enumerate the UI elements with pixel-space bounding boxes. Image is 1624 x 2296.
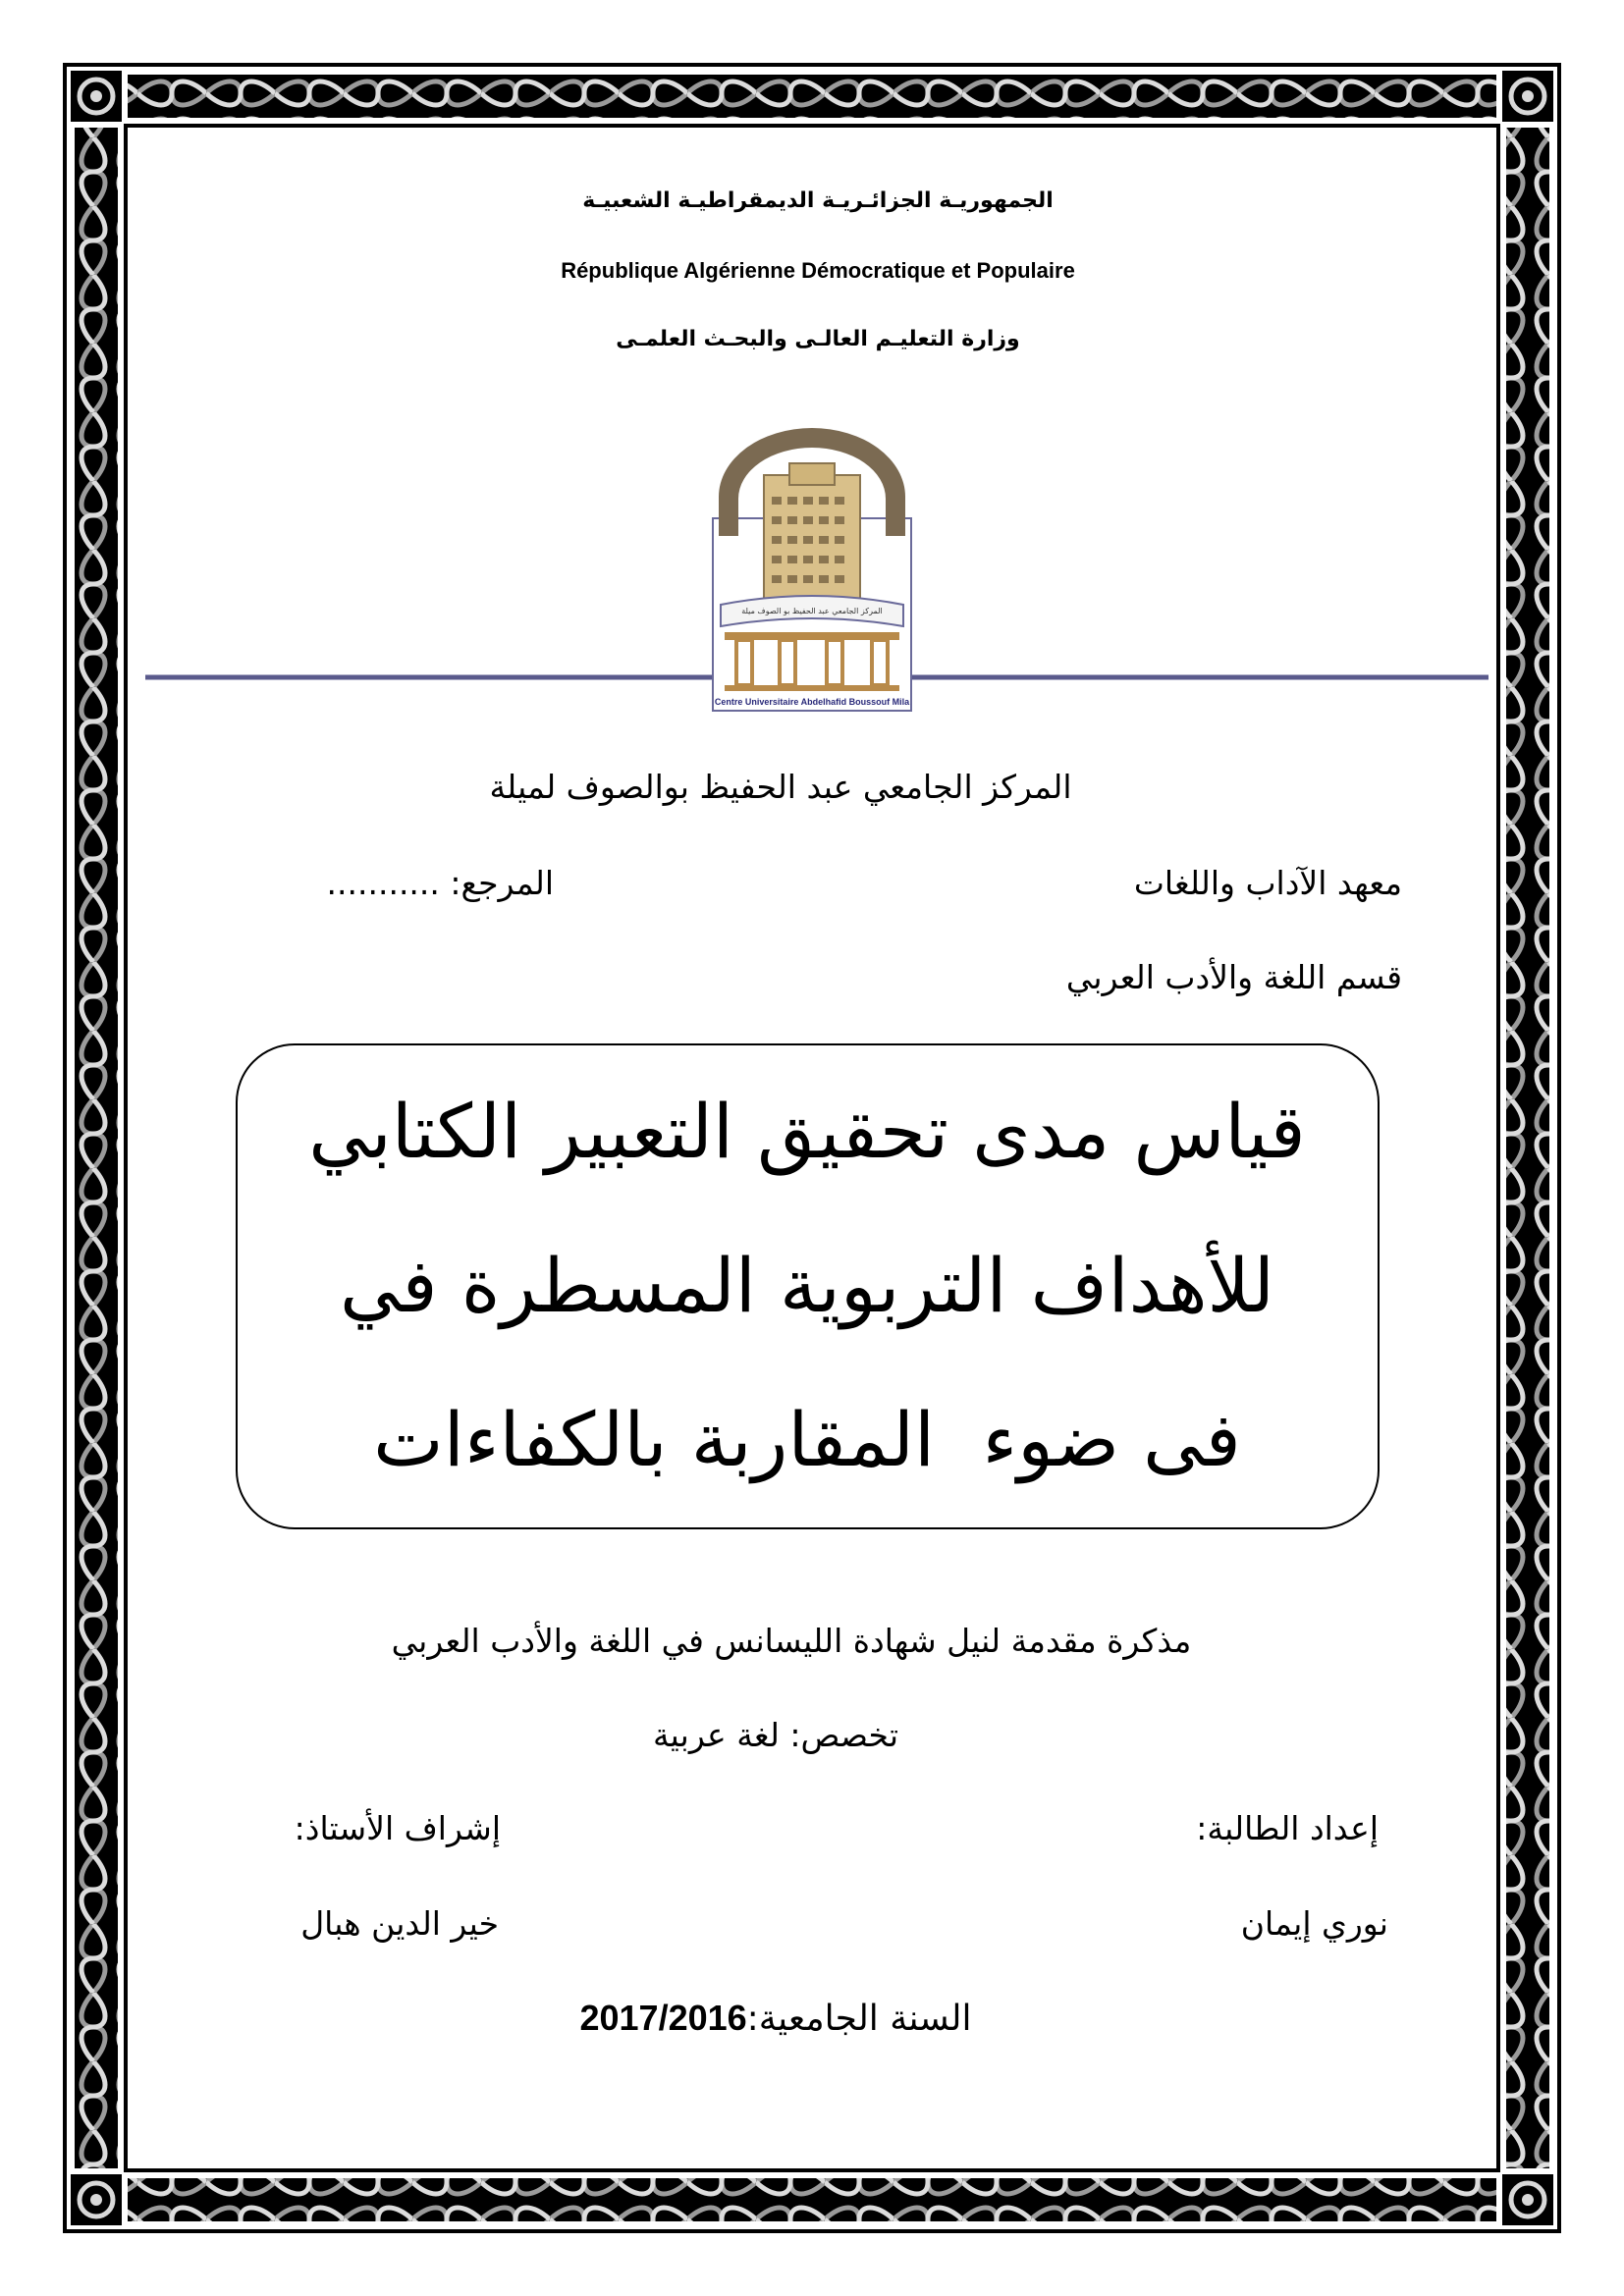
university-center-name: المركز الجامعي عبد الحفيظ بوالصوف لميلة xyxy=(489,768,1072,806)
republic-arabic: الجمهوريـة الجزائـريـة الديمقراطيـة الشعبيـة xyxy=(582,188,1054,213)
department-name: قسم اللغة والأدب العربي xyxy=(1065,958,1402,996)
academic-year xyxy=(579,1998,971,2039)
reference-value: ........... xyxy=(326,864,440,902)
thesis-title-line-1: قياس مدى تحقيق التعبير الكتابي xyxy=(308,1088,1306,1175)
thesis-purpose: مذكرة مقدمة لنيل شهادة الليسانس في اللغة والأدب العربي xyxy=(391,1622,1192,1660)
supervisor-label: إشراف الأستاذ: xyxy=(294,1809,501,1847)
thesis-title-line-2: للأهداف التربوية المسطرة في xyxy=(339,1242,1275,1329)
republic-french: République Algérienne Démocratique et Populaire xyxy=(561,258,1075,283)
institute-name: معهد الآداب واللغات xyxy=(1133,864,1402,902)
corner-ornament-icon xyxy=(71,71,122,122)
supervisor-name: خير الدين هبال xyxy=(300,1904,499,1943)
academic-year-label: السنة الجامعية: xyxy=(746,1999,972,2039)
specialty: تخصص: لغة عربية xyxy=(652,1716,899,1754)
logo-caption: Centre Universitaire Abdelhafid Boussouf Mila xyxy=(714,697,910,707)
thesis-title-line-3: فى ضوء المقاربة بالكفاءات xyxy=(373,1396,1241,1483)
reference-field xyxy=(327,864,554,902)
logo-inscription: المركز الجامعي عبد الحفيظ بو الصوف ميلة xyxy=(741,607,883,615)
university-logo xyxy=(705,428,919,717)
ministry-name: وزارة التعليـم العالـى والبحـث العلمـى xyxy=(616,327,1020,351)
student-name: نوري إيمان xyxy=(1240,1904,1388,1943)
academic-year-value: 2017/2016 xyxy=(579,1998,747,2038)
student-label: إعداد الطالبة: xyxy=(1196,1809,1379,1847)
reference-label: المرجع: xyxy=(450,864,554,902)
